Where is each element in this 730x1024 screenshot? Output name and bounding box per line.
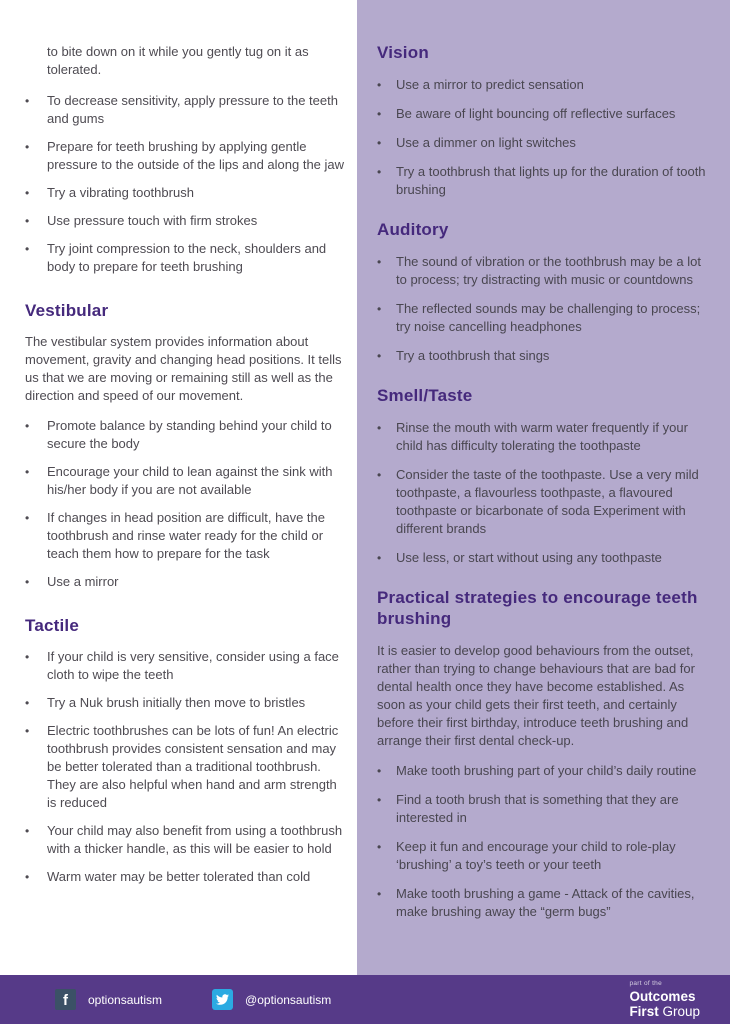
bullet-icon: • xyxy=(377,136,382,150)
bullet-item xyxy=(25,212,349,230)
bullet-icon: • xyxy=(25,214,30,228)
bullet-icon: • xyxy=(377,793,382,807)
bullet-text: Keep it fun and encourage your child to role-play ‘brushing’ a toy’s teeth or your teeth xyxy=(396,839,676,872)
bullet-item xyxy=(377,791,708,827)
bullet-icon: • xyxy=(377,421,382,435)
bullet-icon: • xyxy=(25,94,30,108)
practical-bullet-list xyxy=(377,762,708,921)
bullet-item xyxy=(25,184,349,202)
bullet-item xyxy=(25,648,349,684)
bullet-item xyxy=(25,92,349,128)
section-heading-vision: Vision xyxy=(377,43,429,62)
practical-paragraph: It is easier to develop good behaviours from the outset, rather than trying to change behaviours that are bad for dental health once they have become established. As soon as your child gets their first teeth, and certainly before their first birthday, introduce teeth brushing and arrange their first dental check-up. xyxy=(377,643,695,748)
auditory-bullet-list xyxy=(377,253,708,365)
bullet-item xyxy=(25,822,349,858)
bullet-text: To decrease sensitivity, apply pressure to the teeth and gums xyxy=(47,93,338,126)
section-practical-strategies xyxy=(377,587,708,921)
bullet-item xyxy=(25,417,349,453)
bullet-item xyxy=(25,573,349,591)
continuation-text: to bite down on it while you gently tug on it as tolerated. xyxy=(47,44,309,77)
bullet-text: The sound of vibration or the toothbrush may be a lot to process; try distracting with music or countdowns xyxy=(396,254,701,287)
bullet-text: Promote balance by standing behind your child to secure the body xyxy=(47,418,332,451)
bullet-text: Use less, or start without using any toothpaste xyxy=(396,550,662,565)
bullet-text: Try a vibrating toothbrush xyxy=(47,185,194,200)
bullet-icon: • xyxy=(25,824,30,838)
twitter-link[interactable] xyxy=(212,989,331,1010)
bullet-icon: • xyxy=(25,650,30,664)
bullet-item xyxy=(377,134,708,152)
intro-bullet-list xyxy=(25,92,349,276)
bullet-item xyxy=(377,347,708,365)
facebook-icon xyxy=(55,989,76,1010)
tactile-bullet-list xyxy=(25,648,349,886)
bullet-icon: • xyxy=(25,870,30,884)
bullet-item xyxy=(377,105,708,123)
bullet-icon: • xyxy=(377,78,382,92)
bullet-text: Use pressure touch with firm strokes xyxy=(47,213,258,228)
vision-bullet-list xyxy=(377,76,708,199)
bullet-text: Consider the taste of the toothpaste. Use a very mild toothpaste, a flavourless toothpaste, a flavoured toothpaste or bicarbonate of soda Experiment with different brands xyxy=(396,467,699,536)
bullet-icon: • xyxy=(25,242,30,256)
bullet-icon: • xyxy=(377,887,382,901)
bullet-item xyxy=(377,76,708,94)
bullet-icon: • xyxy=(377,107,382,121)
bullet-item xyxy=(25,240,349,276)
bullet-text: Use a mirror xyxy=(47,574,119,589)
logo-line2-light: Group xyxy=(662,1003,700,1019)
bullet-item xyxy=(377,163,708,199)
section-heading-smell-taste: Smell/Taste xyxy=(377,386,473,405)
facebook-link[interactable] xyxy=(55,989,162,1010)
bullet-icon: • xyxy=(377,764,382,778)
vestibular-paragraph: The vestibular system provides information about movement, gravity and changing head positions. It tells us that we are moving or remaining still as well as the direction and speed of our movement. xyxy=(25,334,342,403)
vestibular-bullet-list xyxy=(25,417,349,591)
outcomes-first-group-logo xyxy=(629,981,700,1019)
bullet-icon: • xyxy=(377,349,382,363)
facebook-handle: optionsautism xyxy=(88,992,163,1007)
bullet-icon: • xyxy=(25,696,30,710)
bullet-item xyxy=(377,300,708,336)
bullet-item xyxy=(25,463,349,499)
bullet-icon: • xyxy=(25,140,30,154)
bullet-text: Use a mirror to predict sensation xyxy=(396,77,584,92)
footer xyxy=(0,975,730,1024)
bullet-item xyxy=(377,885,708,921)
bullet-text: Rinse the mouth with warm water frequently if your child has difficulty tolerating the toothpaste xyxy=(396,420,688,453)
section-heading-vestibular: Vestibular xyxy=(25,301,109,320)
section-vision xyxy=(377,42,708,199)
bullet-item xyxy=(25,694,349,712)
bullet-icon: • xyxy=(377,165,382,179)
logo-line2-bold: First xyxy=(629,1003,659,1019)
bullet-icon: • xyxy=(377,255,382,269)
logo-tagline: part of the xyxy=(629,979,663,987)
bullet-icon: • xyxy=(25,465,30,479)
twitter-handle: @optionsautism xyxy=(245,992,332,1007)
section-auditory xyxy=(377,219,708,365)
left-column xyxy=(0,0,357,975)
section-tactile xyxy=(25,615,349,886)
bullet-icon: • xyxy=(25,724,30,738)
bullet-item xyxy=(25,722,349,812)
bullet-item xyxy=(377,838,708,874)
bullet-item xyxy=(377,419,708,455)
twitter-icon xyxy=(212,989,233,1010)
bullet-item xyxy=(377,762,708,780)
bullet-item xyxy=(377,549,708,567)
bullet-item xyxy=(377,466,708,538)
bullet-text: Use a dimmer on light switches xyxy=(396,135,576,150)
bullet-text: Try a toothbrush that lights up for the duration of tooth brushing xyxy=(396,164,706,197)
bullet-icon: • xyxy=(25,575,30,589)
bullet-icon: • xyxy=(377,551,382,565)
bullet-text: Warm water may be better tolerated than cold xyxy=(47,869,311,884)
bullet-text: Your child may also benefit from using a toothbrush with a thicker handle, as this will be easier to hold xyxy=(47,823,343,856)
bullet-text: Make tooth brushing a game - Attack of the cavities, make brushing away the “germ bugs” xyxy=(396,886,695,919)
section-heading-practical-strategies: Practical strategies to encourage teeth brushing xyxy=(377,588,698,628)
bullet-text: The reflected sounds may be challenging to process; try noise cancelling headphones xyxy=(396,301,701,334)
bullet-text: Prepare for teeth brushing by applying gentle pressure to the outside of the lips and along the jaw xyxy=(47,139,345,172)
bullet-text: Try joint compression to the neck, shoulders and body to prepare for teeth brushing xyxy=(47,241,327,274)
right-column xyxy=(357,0,730,975)
section-heading-auditory: Auditory xyxy=(377,220,449,239)
bullet-text: Try a Nuk brush initially then move to bristles xyxy=(47,695,306,710)
bullet-icon: • xyxy=(377,468,382,482)
bullet-text: Be aware of light bouncing off reflective surfaces xyxy=(396,106,676,121)
bullet-item xyxy=(25,138,349,174)
bullet-text: Encourage your child to lean against the sink with his/her body if you are not available xyxy=(47,464,333,497)
bullet-item xyxy=(25,868,349,886)
section-heading-tactile: Tactile xyxy=(25,616,79,635)
bullet-text: Make tooth brushing part of your child’s daily routine xyxy=(396,763,697,778)
bullet-text: If your child is very sensitive, consider using a face cloth to wipe the teeth xyxy=(47,649,339,682)
bullet-item xyxy=(25,509,349,563)
bullet-item xyxy=(377,253,708,289)
section-smell-taste xyxy=(377,385,708,567)
bullet-icon: • xyxy=(25,419,30,433)
bullet-text: If changes in head position are difficult, have the toothbrush and rinse water ready for the child or teach them how to prepare for the task xyxy=(47,510,326,561)
bullet-icon: • xyxy=(25,511,30,525)
logo-line1: Outcomes xyxy=(629,989,696,1005)
bullet-text: Try a toothbrush that sings xyxy=(396,348,550,363)
bullet-icon: • xyxy=(377,840,382,854)
facebook-f-glyph: f xyxy=(63,992,68,1009)
bullet-icon: • xyxy=(377,302,382,316)
bullet-text: Electric toothbrushes can be lots of fun! An electric toothbrush provides consistent sensation and may be better tolerated than a traditional toothbrush. They are also helpful when hand and arm strength is reduced xyxy=(47,723,339,810)
bullet-icon: • xyxy=(25,186,30,200)
smell-taste-bullet-list xyxy=(377,419,708,567)
bullet-text: Find a tooth brush that is something that they are interested in xyxy=(396,792,679,825)
section-vestibular xyxy=(25,300,349,591)
logo-line2 xyxy=(629,1005,700,1019)
